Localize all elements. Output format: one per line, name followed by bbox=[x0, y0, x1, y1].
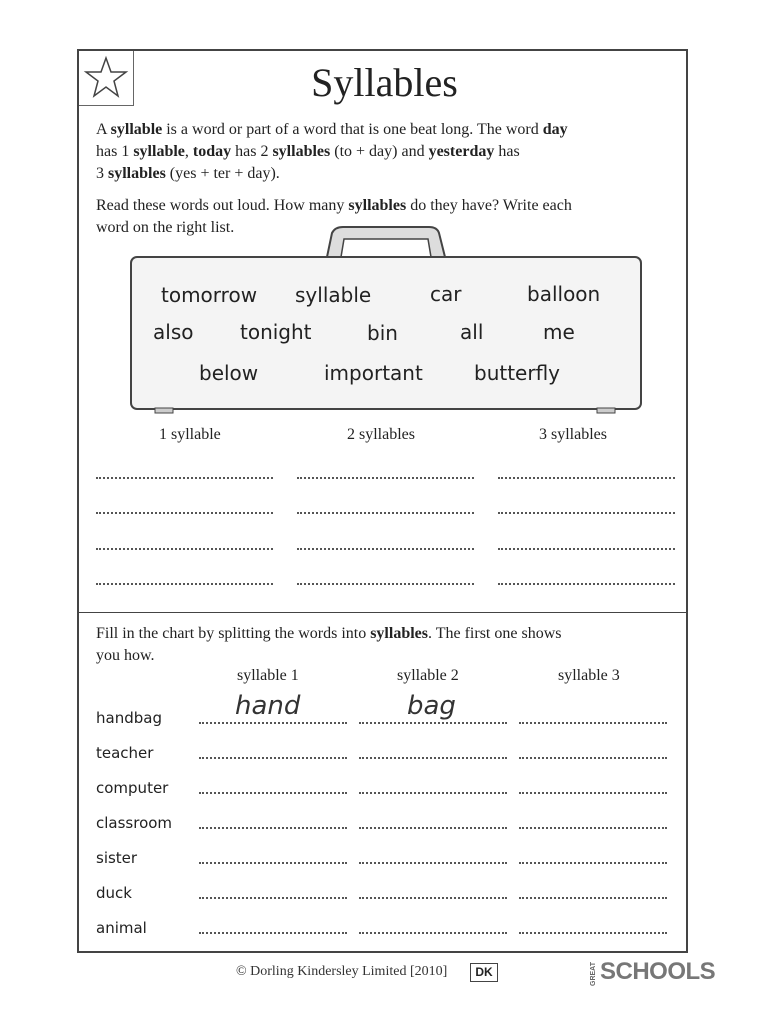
word-below: below bbox=[199, 361, 259, 385]
chart-line[interactable] bbox=[199, 931, 347, 934]
chart-line[interactable] bbox=[359, 861, 507, 864]
word-tomorrow: tomorrow bbox=[161, 283, 258, 307]
chart-line[interactable] bbox=[359, 931, 507, 934]
chart-line[interactable] bbox=[199, 896, 347, 899]
chart-line[interactable] bbox=[199, 791, 347, 794]
chart-line[interactable] bbox=[359, 826, 507, 829]
example-syllable-1: hand bbox=[235, 691, 301, 721]
chart-line[interactable] bbox=[359, 756, 507, 759]
answer-line[interactable] bbox=[96, 476, 273, 479]
word-bin: bin bbox=[367, 321, 398, 345]
row-label-duck: duck bbox=[96, 884, 132, 902]
word-important: important bbox=[324, 361, 423, 385]
answer-line[interactable] bbox=[96, 511, 273, 514]
row-label-teacher: teacher bbox=[96, 744, 154, 762]
chart-line[interactable] bbox=[199, 861, 347, 864]
chart-line[interactable] bbox=[519, 896, 667, 899]
chart-line[interactable] bbox=[519, 861, 667, 864]
answer-line[interactable] bbox=[498, 476, 675, 479]
word-syllable: syllable bbox=[295, 283, 372, 307]
intro-paragraph: A syllable is a word or part of a word that is one beat long. The word day has 1 syllable, today has 2 syllables (to + day) and yesterday has 3 syllables (yes + ter + day). bbox=[96, 121, 568, 182]
word-balloon: balloon bbox=[527, 282, 601, 306]
word-also: also bbox=[153, 320, 194, 344]
chart-line[interactable] bbox=[199, 826, 347, 829]
logo-schools-text: SCHOOLS bbox=[600, 958, 716, 985]
chart-line[interactable] bbox=[519, 756, 667, 759]
column-2-syllables: 2 syllables bbox=[347, 426, 415, 443]
column-1-syllable: 1 syllable bbox=[159, 426, 221, 443]
row-label-classroom: classroom bbox=[96, 814, 173, 832]
chart-line[interactable] bbox=[519, 791, 667, 794]
word-me: me bbox=[543, 320, 575, 344]
word-butterfly: butterfly bbox=[474, 361, 561, 385]
row-label-computer: computer bbox=[96, 779, 169, 797]
page-title: Syllables bbox=[311, 60, 458, 105]
chart-line[interactable] bbox=[199, 721, 347, 724]
word-car: car bbox=[430, 282, 462, 306]
chart-header-syllable-2: syllable 2 bbox=[397, 667, 459, 684]
instruction-list: Read these words out loud. How many syllables do they have? Write each word on the right list. bbox=[96, 197, 572, 236]
example-syllable-2: bag bbox=[407, 691, 456, 721]
answer-line[interactable] bbox=[498, 511, 675, 514]
word-tonight: tonight bbox=[240, 320, 312, 344]
chart-line[interactable] bbox=[359, 721, 507, 724]
logo-great-text: GREAT bbox=[590, 962, 597, 986]
copyright-footer: © Dorling Kindersley Limited [2010] bbox=[236, 964, 448, 979]
chart-line[interactable] bbox=[519, 721, 667, 724]
chart-header-syllable-3: syllable 3 bbox=[558, 667, 620, 684]
instruction-chart: Fill in the chart by splitting the words into syllables. The first one shows you how. bbox=[96, 625, 562, 664]
chart-header-syllable-1: syllable 1 bbox=[237, 667, 299, 684]
word-all: all bbox=[460, 320, 484, 344]
chart-line[interactable] bbox=[199, 756, 347, 759]
row-label-sister: sister bbox=[96, 849, 138, 867]
chart-line[interactable] bbox=[519, 826, 667, 829]
suitcase-word-bank bbox=[127, 225, 647, 421]
answer-line[interactable] bbox=[297, 511, 474, 514]
answer-line[interactable] bbox=[498, 582, 675, 585]
chart-line[interactable] bbox=[519, 931, 667, 934]
answer-line[interactable] bbox=[498, 547, 675, 550]
chart-line[interactable] bbox=[359, 791, 507, 794]
section-divider bbox=[79, 612, 686, 613]
row-label-animal: animal bbox=[96, 919, 147, 937]
worksheet bbox=[77, 49, 688, 953]
answer-line[interactable] bbox=[96, 582, 273, 585]
answer-line[interactable] bbox=[297, 582, 474, 585]
answer-line[interactable] bbox=[96, 547, 273, 550]
answer-line[interactable] bbox=[297, 547, 474, 550]
dk-logo: DK bbox=[470, 963, 498, 982]
answer-line[interactable] bbox=[297, 476, 474, 479]
row-label-handbag: handbag bbox=[96, 709, 162, 727]
column-3-syllables: 3 syllables bbox=[539, 426, 607, 443]
chart-line[interactable] bbox=[359, 896, 507, 899]
